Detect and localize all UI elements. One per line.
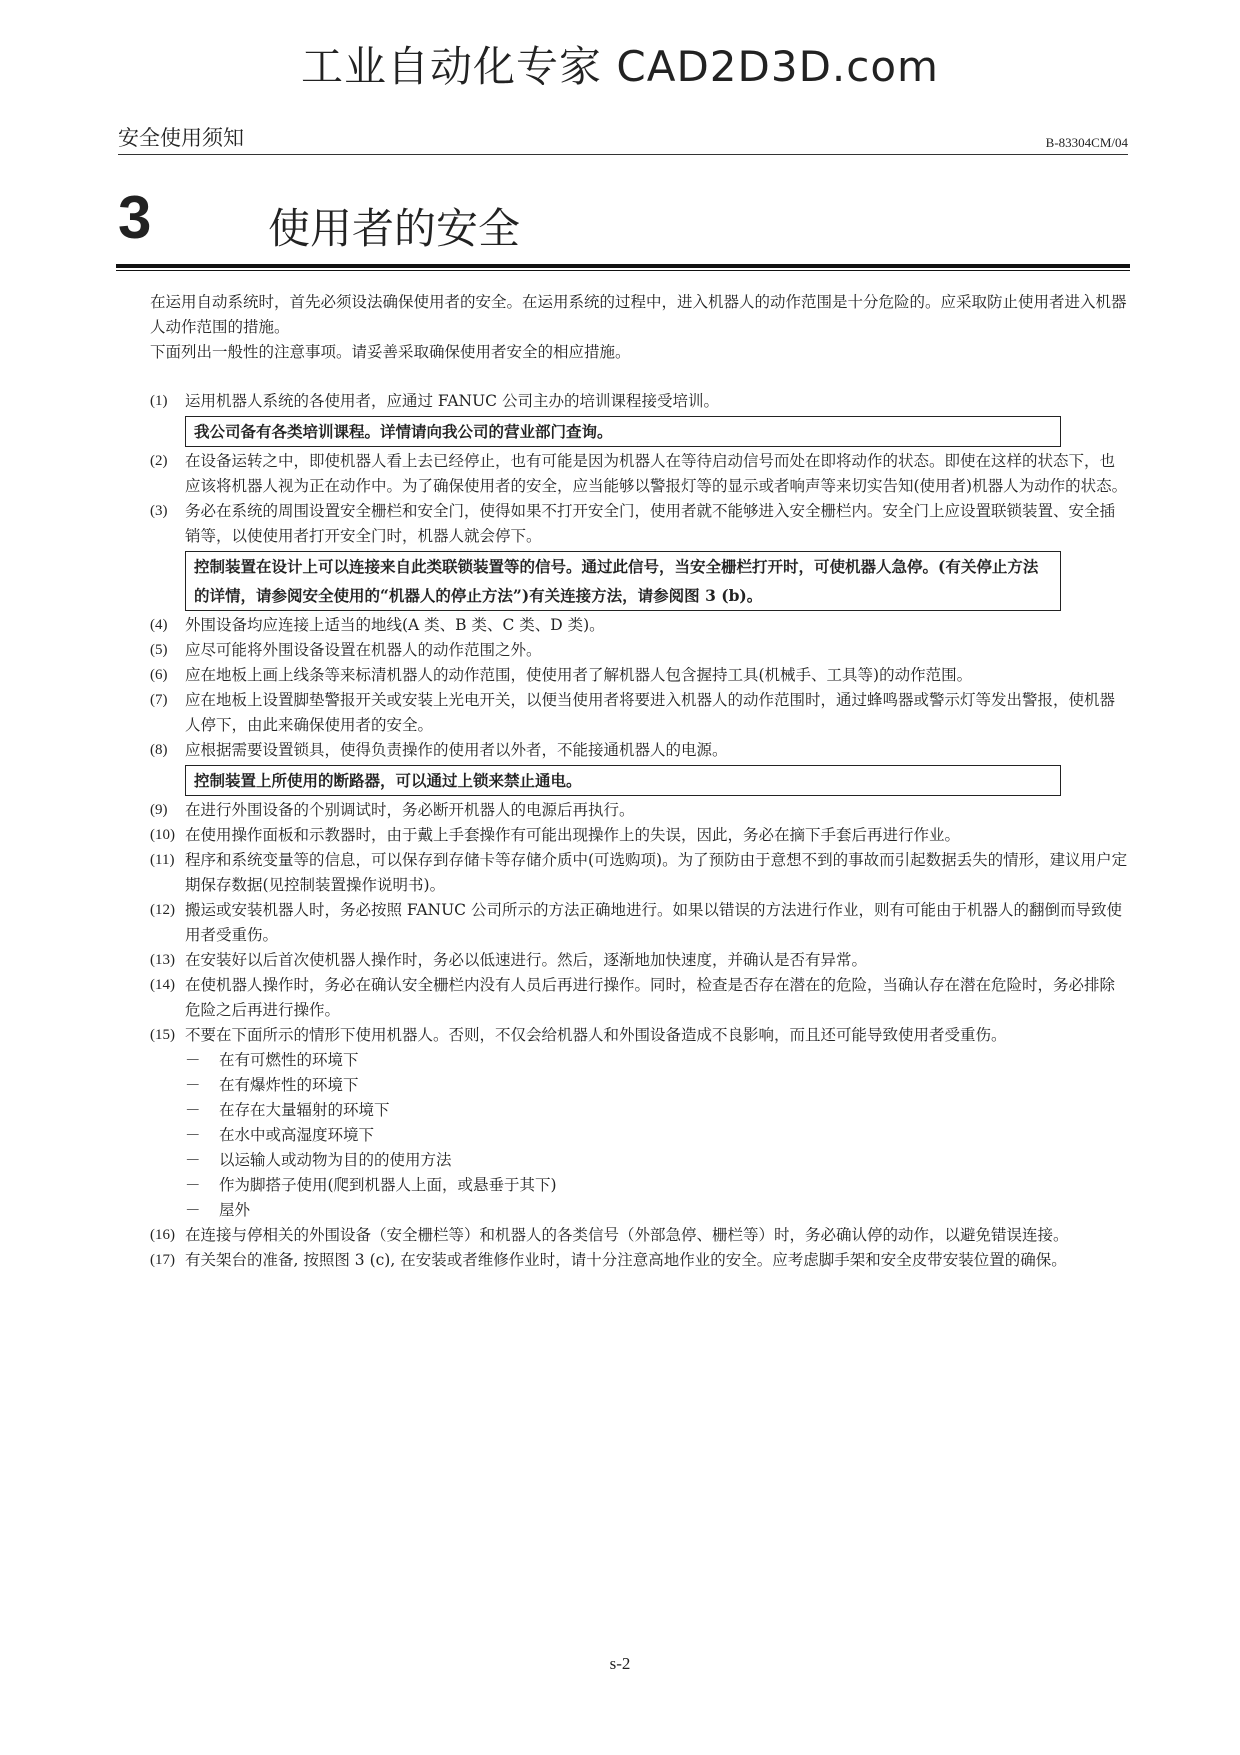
sub-list-text: 在水中或高湿度环境下 bbox=[219, 1126, 375, 1144]
item-number: (7) bbox=[150, 692, 168, 708]
page-header bbox=[118, 124, 1128, 155]
item-text: 程序和系统变量等的信息，可以保存到存储卡等存储介质中(可选购项)。为了预防由于意想不到的事故而引起数据丢失的情形，建议用户定期保存数据(见控制装置操作说明书)。 bbox=[185, 851, 1128, 894]
item-number: (15) bbox=[150, 1027, 175, 1043]
intro-paragraph: 在运用自动系统时，首先必须设法确保使用者的安全。在运用系统的过程中，进入机器人的动作范围是十分危险的。应采取防止使用者进入机器人动作范围的措施。 bbox=[150, 293, 1127, 336]
list-item bbox=[150, 798, 1130, 823]
item-number: (9) bbox=[150, 802, 168, 818]
sub-list-item bbox=[150, 1123, 1130, 1148]
item-text: 在使用操作面板和示教器时，由于戴上手套操作有可能出现操作上的失误，因此，务必在摘下手套后再进行作业。 bbox=[185, 826, 961, 844]
item-text: 应尽可能将外围设备设置在机器人的动作范围之外。 bbox=[185, 641, 542, 659]
sub-list-text: 作为脚搭子使用(爬到机器人上面，或悬垂于其下) bbox=[219, 1176, 557, 1194]
item-text: 应根据需要设置锁具，使得负责操作的使用者以外者，不能接通机器人的电源。 bbox=[185, 741, 728, 759]
item-number: (12) bbox=[150, 902, 175, 918]
header-section-title: 安全使用须知 bbox=[118, 126, 244, 150]
item-number: (2) bbox=[150, 453, 168, 469]
item-text: 应在地板上画上线条等来标清机器人的动作范围，使使用者了解机器人包含握持工具(机械手、工具等)的动作范围。 bbox=[185, 666, 973, 684]
list-item bbox=[150, 613, 1130, 638]
sub-list-text: 以运输人或动物为目的的使用方法 bbox=[219, 1151, 452, 1169]
list-item bbox=[150, 823, 1130, 848]
sub-list-text: 在存在大量辐射的环境下 bbox=[219, 1101, 390, 1119]
dash-bullet: － bbox=[185, 1151, 201, 1169]
item-text: 务必在系统的周围设置安全栅栏和安全门，使得如果不打开安全门，使用者就不能够进入安全栅栏内。安全门上应设置联锁装置、安全插销等，以使使用者打开安全门时，机器人就会停下。 bbox=[185, 502, 1116, 545]
item-number: (10) bbox=[150, 827, 175, 843]
list-item bbox=[150, 738, 1130, 763]
item-text: 在进行外围设备的个别调试时，务必断开机器人的电源后再执行。 bbox=[185, 801, 635, 819]
item-number: (8) bbox=[150, 742, 168, 758]
item-text: 外围设备均应连接上适当的地线(A 类、B 类、C 类、D 类)。 bbox=[185, 616, 605, 634]
sub-list-text: 在有可燃性的环境下 bbox=[219, 1051, 359, 1069]
sub-list-text: 在有爆炸性的环境下 bbox=[219, 1076, 359, 1094]
dash-bullet: － bbox=[185, 1176, 201, 1194]
item-number: (3) bbox=[150, 503, 168, 519]
dash-bullet: － bbox=[185, 1201, 201, 1219]
list-item bbox=[150, 848, 1130, 898]
item-number: (1) bbox=[150, 393, 168, 409]
item-text: 应在地板上设置脚垫警报开关或安装上光电开关，以便当使用者将要进入机器人的动作范围时，通过蜂鸣器或警示灯等发出警报，使机器人停下，由此来确保使用者的安全。 bbox=[185, 691, 1116, 734]
list-item bbox=[150, 948, 1130, 973]
dash-bullet: － bbox=[185, 1076, 201, 1094]
safety-items-list bbox=[150, 389, 1130, 1273]
item-text: 在连接与停相关的外围设备（安全栅栏等）和机器人的各类信号（外部急停、栅栏等）时，务必确认停的动作，以避免错误连接。 bbox=[185, 1226, 1069, 1244]
chapter-title: 使用者的安全 bbox=[268, 204, 521, 253]
intro-paragraph: 下面列出一般性的注意事项。请妥善采取确保使用者安全的相应措施。 bbox=[150, 343, 631, 361]
item-text: 运用机器人系统的各使用者，应通过 FANUC 公司主办的培训课程接受培训。 bbox=[185, 392, 719, 410]
item-number: (4) bbox=[150, 617, 168, 633]
page-content bbox=[150, 290, 1130, 1273]
sub-list-text: 屋外 bbox=[219, 1201, 251, 1219]
item-number: (5) bbox=[150, 642, 168, 658]
list-item bbox=[150, 973, 1130, 1023]
dash-bullet: － bbox=[185, 1101, 201, 1119]
item-text: 在设备运转之中，即使机器人看上去已经停止，也有可能是因为机器人在等待启动信号而处在即将动作的状态。即使在这样的状态下，也应该将机器人视为正在动作中。为了确保使用者的安全，应当能够以警报灯等的显示或者响声等来切实告知(使用者)机器人为动作的状态。 bbox=[185, 452, 1128, 495]
sub-list-item bbox=[150, 1098, 1130, 1123]
list-item bbox=[150, 449, 1130, 499]
item-text: 搬运或安装机器人时，务必按照 FANUC 公司所示的方法正确地进行。如果以错误的方法进行作业，则有可能由于机器人的翻倒而导致使用者受重伤。 bbox=[185, 901, 1122, 944]
sub-list-item bbox=[150, 1073, 1130, 1098]
note-box: 我公司备有各类培训课程。详情请向我公司的营业部门查询。 bbox=[185, 416, 1061, 447]
sub-list-item bbox=[150, 1173, 1130, 1198]
item-number: (16) bbox=[150, 1227, 175, 1243]
item-text: 在使机器人操作时，务必在确认安全栅栏内没有人员后再进行操作。同时，检查是否存在潜在的危险，当确认存在潜在危险时，务必排除危险之后再进行操作。 bbox=[185, 976, 1116, 1019]
list-item bbox=[150, 1023, 1130, 1048]
note-box: 控制装置上所使用的断路器，可以通过上锁来禁止通电。 bbox=[185, 765, 1061, 796]
chapter-rule-thin bbox=[116, 270, 1130, 271]
item-text: 不要在下面所示的情形下使用机器人。否则，不仅会给机器人和外围设备造成不良影响，而且还可能导致使用者受重伤。 bbox=[185, 1026, 1007, 1044]
note-box: 控制装置在设计上可以连接来自此类联锁装置等的信号。通过此信号，当安全栅栏打开时，可使机器人急停。(有关停止方法的详情，请参阅安全使用的“机器人的停止方法”)有关连接方法，请参阅图 3 (b)。 bbox=[185, 551, 1061, 611]
item-number: (13) bbox=[150, 952, 175, 968]
dash-bullet: － bbox=[185, 1051, 201, 1069]
chapter-rule-thick bbox=[116, 264, 1130, 268]
list-item bbox=[150, 638, 1130, 663]
item-number: (17) bbox=[150, 1252, 175, 1268]
list-item bbox=[150, 389, 1130, 414]
chapter-number: 3 bbox=[118, 184, 152, 251]
list-item bbox=[150, 1223, 1130, 1248]
list-item bbox=[150, 898, 1130, 948]
list-item bbox=[150, 499, 1130, 549]
item-text: 在安装好以后首次使机器人操作时，务必以低速进行。然后，逐渐地加快速度，并确认是否有异常。 bbox=[185, 951, 868, 969]
sub-list-item bbox=[150, 1198, 1130, 1223]
sub-list-item bbox=[150, 1148, 1130, 1173]
list-item bbox=[150, 688, 1130, 738]
page-number: s-2 bbox=[609, 1654, 631, 1673]
sub-list-item bbox=[150, 1048, 1130, 1073]
dash-bullet: － bbox=[185, 1126, 201, 1144]
header-doc-code: B-83304CM/04 bbox=[1045, 135, 1128, 150]
item-number: (6) bbox=[150, 667, 168, 683]
watermark: 工业自动化专家 CAD2D3D.com bbox=[301, 42, 939, 91]
list-item bbox=[150, 1248, 1130, 1273]
item-text: 有关架台的准备, 按照图 3 (c), 在安装或者维修作业时，请十分注意高地作业的安全。应考虑脚手架和安全皮带安装位置的确保。 bbox=[185, 1251, 1067, 1269]
list-item bbox=[150, 663, 1130, 688]
item-number: (14) bbox=[150, 977, 175, 993]
intro bbox=[150, 290, 1130, 365]
item-number: (11) bbox=[150, 852, 175, 868]
